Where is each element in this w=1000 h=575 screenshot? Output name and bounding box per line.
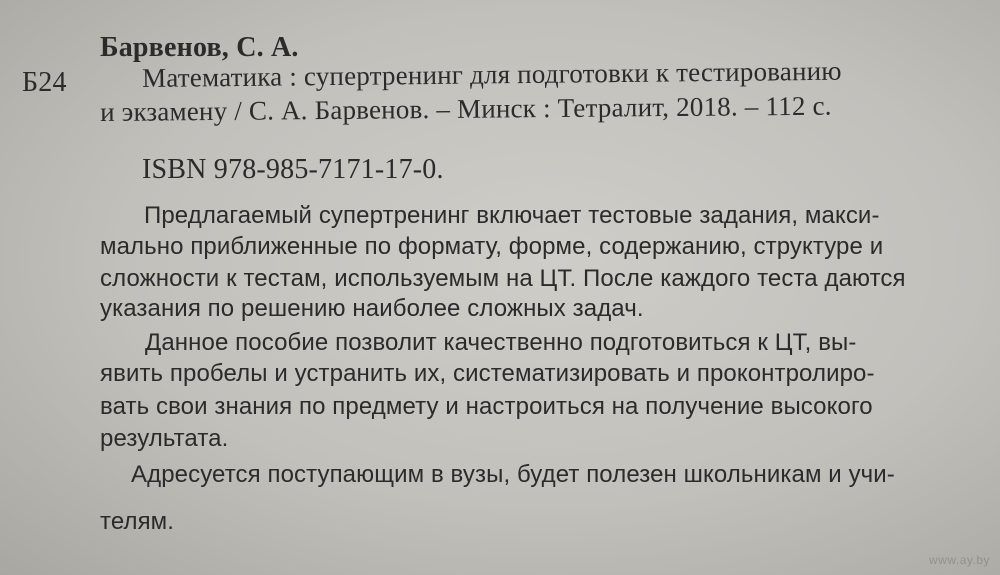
abstract-line: Адресуется поступающим в вузы, будет полезен школьникам и учи-: [131, 461, 895, 488]
abstract-line: мально приближенные по формату, форме, содержанию, структуре и: [100, 233, 884, 260]
abstract-line: результата.: [100, 425, 229, 452]
isbn: ISBN 978-985-7171-17-0.: [142, 154, 444, 185]
abstract-line: телям.: [100, 508, 175, 535]
classification-code: Б24: [22, 67, 67, 98]
title-line-2: и экзамену / С. А. Барвенов. – Минск : Тетралит, 2018. – 112 с.: [99, 90, 832, 127]
title-line-1: Математика : супертренинг для подготовки к тестированию: [141, 55, 842, 93]
abstract-line: Данное пособие позволит качественно подготовиться к ЦТ, вы-: [145, 329, 857, 356]
watermark: www.ay.by: [929, 553, 990, 567]
abstract-line: сложности к тестам, используемым на ЦТ. После каждого теста даются: [100, 265, 906, 292]
abstract-line: вать свои знания по предмету и настроиться на получение высокого: [100, 393, 873, 420]
abstract-line: указания по решению наиболее сложных задач.: [100, 295, 644, 322]
author-name: Барвенов, С. А.: [100, 32, 299, 63]
abstract-line: явить пробелы и устранить их, систематизировать и проконтролиро-: [100, 360, 875, 387]
abstract-line: Предлагаемый супертренинг включает тестовые задания, макси-: [144, 202, 880, 229]
